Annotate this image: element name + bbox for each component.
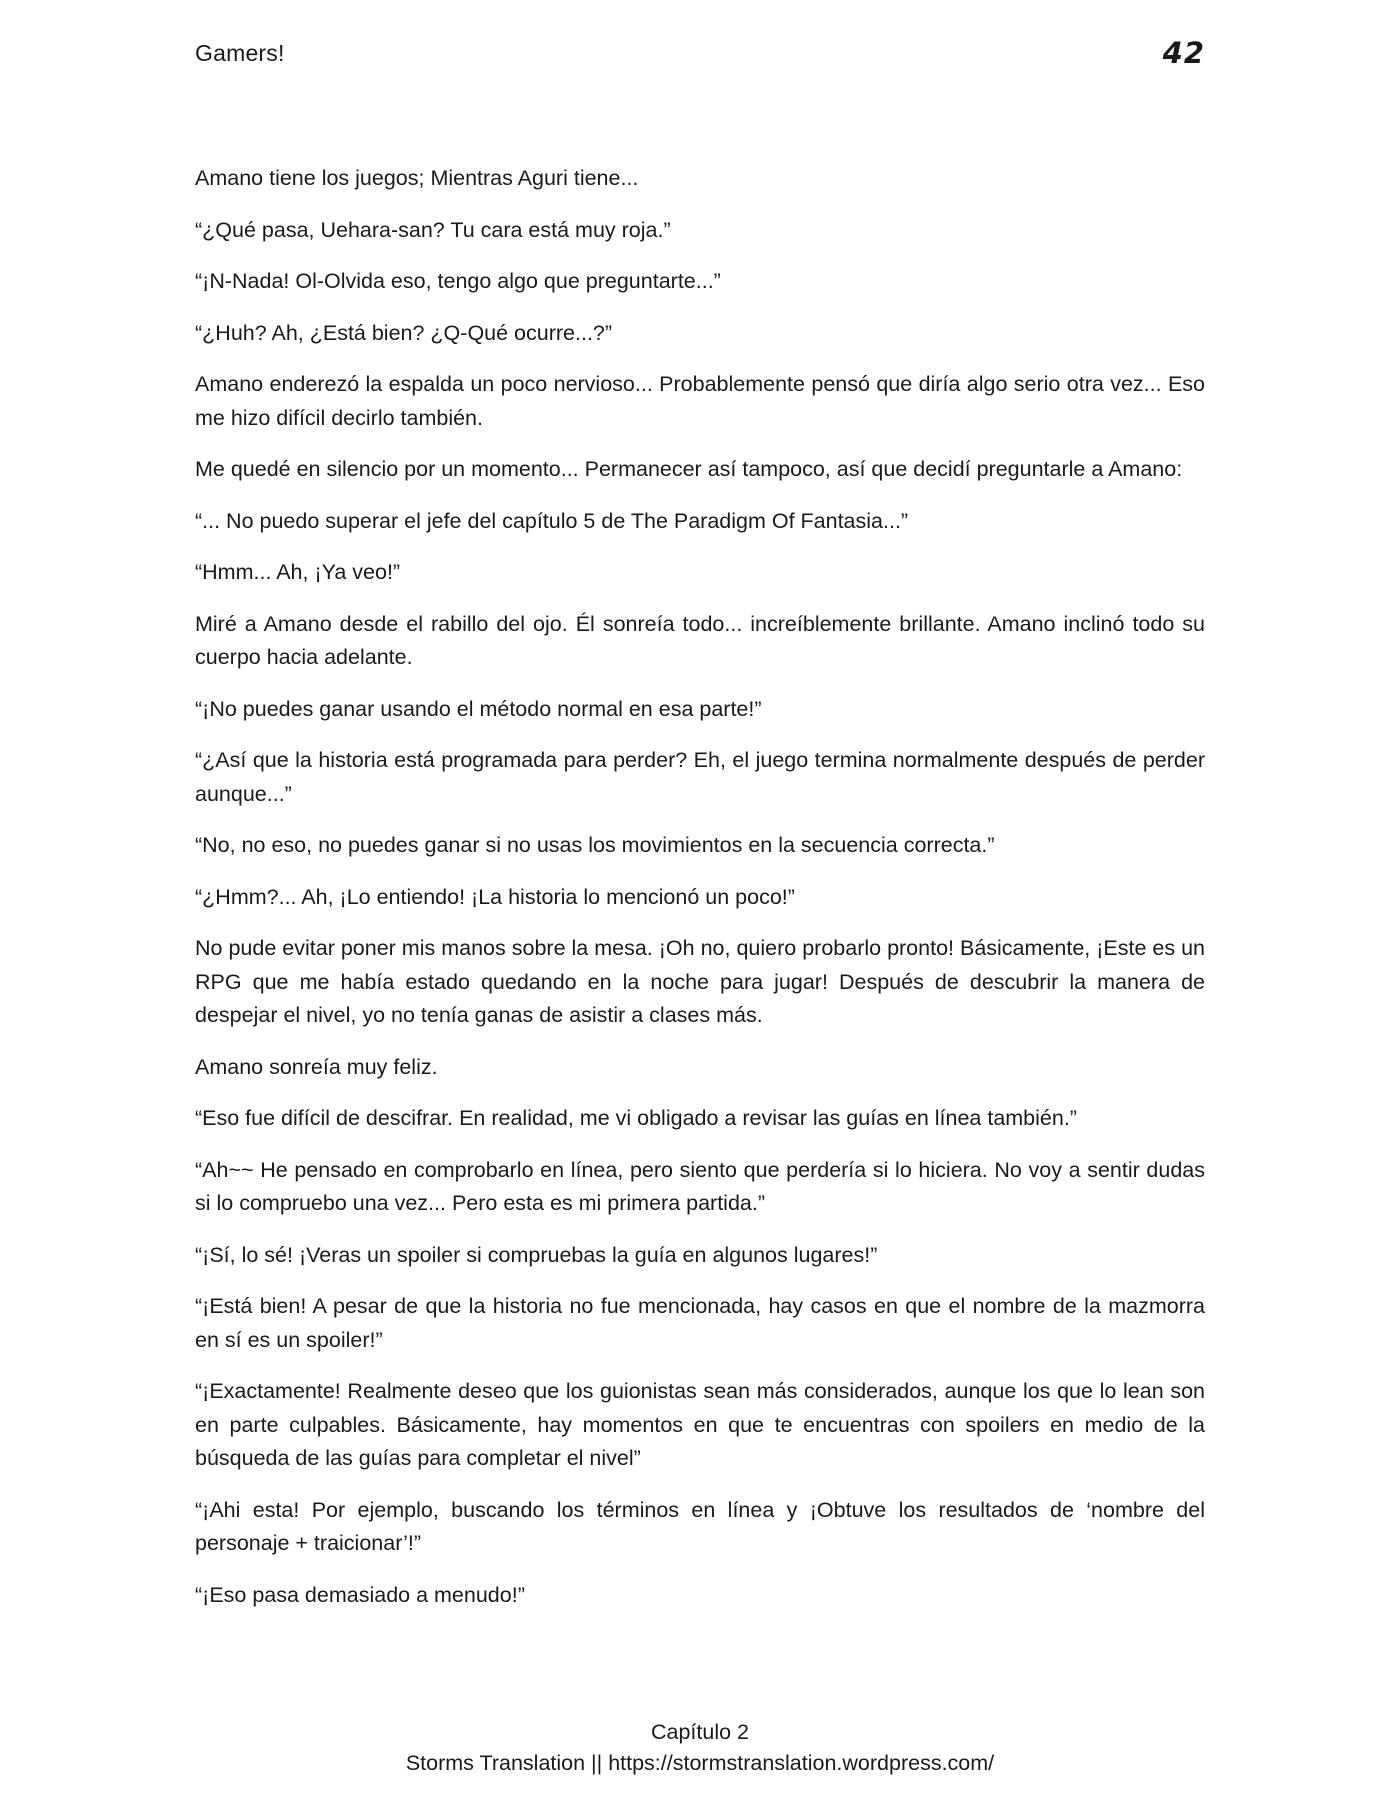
paragraph: “... No puedo superar el jefe del capítulo 5 de The Paradigm Of Fantasia...”: [195, 508, 909, 533]
paragraph: “¡N-Nada! Ol-Olvida eso, tengo algo que preguntarte...”: [195, 269, 721, 293]
paragraph: Amano enderezó la espalda un poco nervioso... Probablemente pensó que diría algo serio otra vez... Eso me hizo difícil decirlo también.: [195, 372, 1205, 430]
paragraph: “Hmm... Ah, ¡Ya veo!”: [195, 560, 401, 584]
paragraph: No pude evitar poner mis manos sobre la mesa. ¡Oh no, quiero probarlo pronto! Básicamente, ¡Este es un RPG que me había estado quedando en la noche para jugar! Después de descubrir la manera de despejar el nivel, yo no tenía ganas de asistir a clases más.: [195, 936, 1205, 1027]
footer-credit: Storms Translation || https://stormstranslation.wordpress.com/: [405, 1751, 995, 1775]
paragraph: “¡Está bien! A pesar de que la historia no fue mencionada, hay casos en que el nombre de la mazmorra en sí es un spoiler!”: [195, 1294, 1205, 1352]
page-number: 42: [1162, 36, 1205, 70]
body-text: [195, 162, 1205, 1630]
paragraph: Amano sonreía muy feliz.: [195, 1054, 438, 1079]
paragraph: “¿Huh? Ah, ¿Está bien? ¿Q-Qué ocurre...?”: [195, 320, 613, 345]
paragraph: “Ah~~ He pensado en comprobarlo en línea, pero siento que perdería si lo hiciera. No voy a sentir dudas si lo compruebo una vez... Pero esta es mi primera partida.”: [195, 1157, 1205, 1215]
paragraph: Amano tiene los juegos; Mientras Aguri tiene...: [195, 166, 639, 190]
paragraph: “Eso fue difícil de descifrar. En realidad, me vi obligado a revisar las guías en línea también.”: [195, 1106, 1077, 1130]
paragraph: “¡No puedes ganar usando el método normal en esa parte!”: [195, 696, 762, 721]
paragraph: “No, no eso, no puedes ganar si no usas los movimientos en la secuencia correcta.”: [195, 833, 995, 857]
paragraph: “¿Así que la historia está programada para perder? Eh, el juego termina normalmente después de perder aunque...”: [195, 748, 1205, 806]
paragraph: Me quedé en silencio por un momento... Permanecer así tampoco, así que decidí preguntarle a Amano:: [195, 457, 1183, 481]
book-title: Gamers!: [195, 40, 285, 66]
paragraph: “¡Exactamente! Realmente deseo que los guionistas sean más considerados, aunque los que lo lean son en parte culpables. Básicamente, hay momentos en que te encuentras con spoilers en medio de la búsqueda de las guías para completar el nivel”: [195, 1379, 1205, 1470]
paragraph: “¿Hmm?... Ah, ¡Lo entiendo! ¡La historia lo mencionó un poco!”: [195, 884, 795, 909]
paragraph: “¡Eso pasa demasiado a menudo!”: [195, 1582, 525, 1607]
footer-chapter: Capítulo 2: [650, 1720, 749, 1744]
paragraph: “¡Sí, lo sé! ¡Veras un spoiler si compruebas la guía en algunos lugares!”: [195, 1242, 878, 1267]
paragraph: “¡Ahi esta! Por ejemplo, buscando los términos en línea y ¡Obtuve los resultados de ‘nombre del personaje + traicionar’!”: [195, 1497, 1205, 1555]
paragraph: “¿Qué pasa, Uehara-san? Tu cara está muy roja.”: [195, 217, 671, 242]
paragraph: Miré a Amano desde el rabillo del ojo. Él sonreía todo... increíblemente brillante. Amano inclinó todo su cuerpo hacia adelante.: [195, 611, 1205, 669]
